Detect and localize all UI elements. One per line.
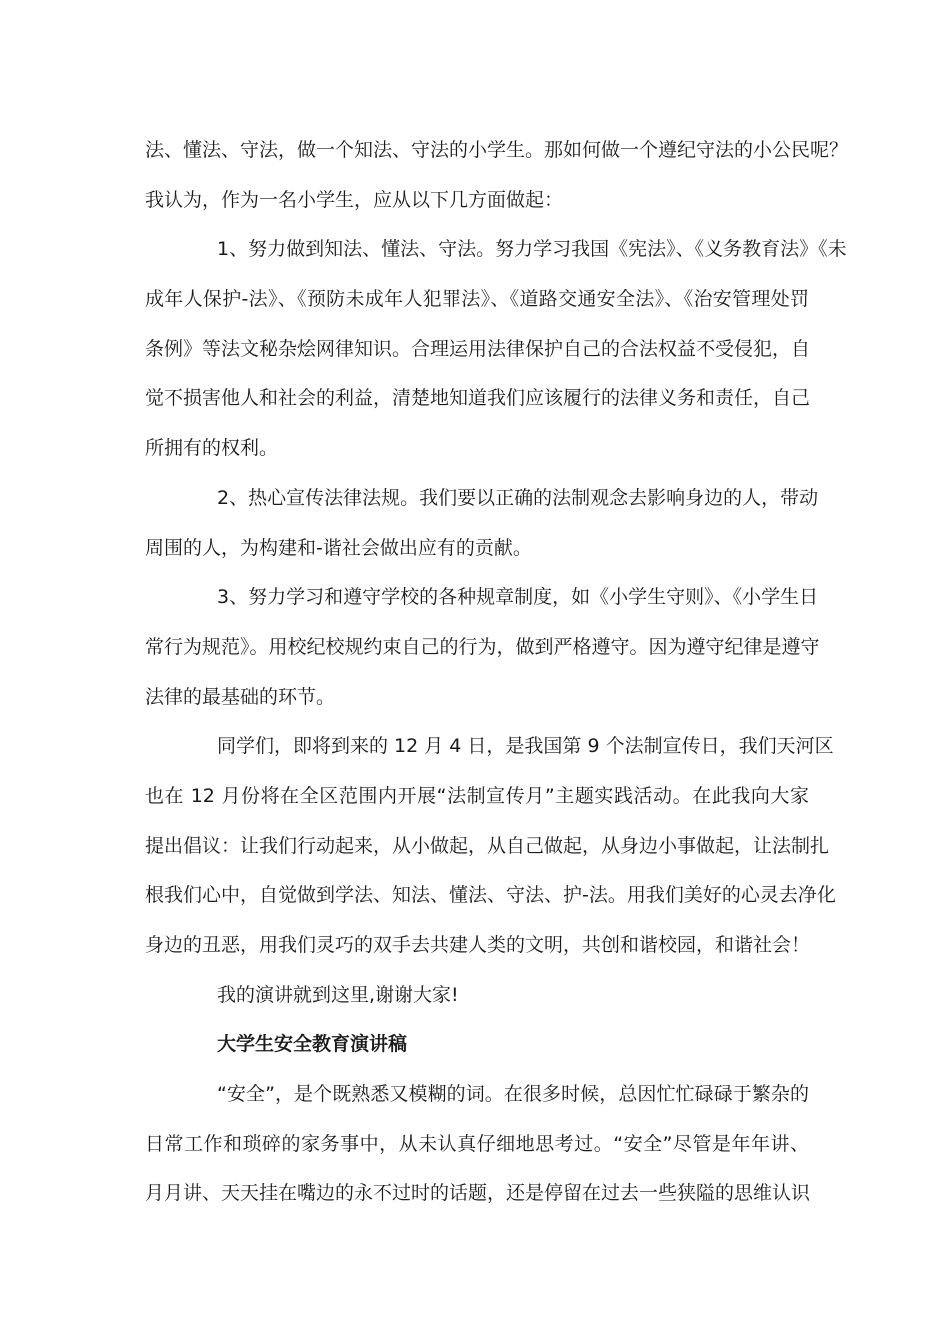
paragraph-line: 法、懂法、守法，做一个知法、守法的小学生。那如何做一个遵纪守法的小公民呢？ <box>145 139 849 161</box>
section-heading: 大学生安全教育演讲稿 <box>217 1033 408 1056</box>
paragraph-line: 同学们，即将到来的 12 月 4 日，是我国第 9 个法制宣传日，我们天河区 <box>217 735 834 758</box>
paragraph-line: 条例》等法文秘杂烩网律知识。合理运用法律保护自己的合法权益不受侵犯，自 <box>145 337 811 360</box>
paragraph-line: 2、热心宣传法律法规。我们要以正确的法制观念去影响身边的人，带动 <box>217 486 819 509</box>
paragraph-line: 所拥有的权利。 <box>145 437 279 460</box>
paragraph-line: 提出倡议：让我们行动起来，从小做起，从自己做起，从身边小事做起，让法制扎 <box>145 834 830 857</box>
paragraph-line: 周围的人，为构建和-谐社会做出应有的贡献。 <box>145 536 532 559</box>
paragraph-line: 成年人保护-法》、《预防未成年人犯罪法》、《道路交通安全法》、《治安管理处罚 <box>145 288 809 311</box>
paragraph-line: 我认为，作为一名小学生，应从以下几方面做起： <box>145 188 564 211</box>
paragraph-line: 日常工作和琐碎的家务事中，从未认真仔细地思考过。“安全”尽管是年年讲、 <box>145 1132 809 1155</box>
paragraph-line: 觉不损害他人和社会的利益，清楚地知道我们应该履行的法律义务和责任，自己 <box>145 387 811 410</box>
paragraph-line: 月月讲、天天挂在嘴边的永不过时的话题，还是停留在过去一些狭隘的思维认识 <box>145 1182 811 1205</box>
paragraph-line: 身边的丑恶，用我们灵巧的双手去共建人类的文明，共创和谐校园，和谐社会！ <box>145 934 811 956</box>
paragraph-line: 法律的最基础的环节。 <box>145 685 336 708</box>
paragraph-line: 1、努力做到知法、懂法、守法。努力学习我国《宪法》、《义务教育法》《未 <box>217 238 847 261</box>
paragraph-line: “安全”，是个既熟悉又模糊的词。在很多时候，总因忙忙碌碌于繁杂的 <box>217 1083 809 1106</box>
document-body <box>145 126 849 1219</box>
paragraph-line: 常行为规范》。用校纪校规约束自己的行为，做到严格遵守。因为遵守纪律是遵守 <box>145 635 820 658</box>
paragraph-line: 我的演讲就到这里,谢谢大家! <box>217 983 459 1006</box>
paragraph-line: 根我们心中，自觉做到学法、知法、懂法、守法、护-法。用我们美好的心灵去净化 <box>145 884 836 907</box>
paragraph-line: 3、努力学习和遵守学校的各种规章制度，如《小学生守则》、《小学生日 <box>217 586 819 609</box>
paragraph-line: 也在 12 月份将在全区范围内开展“法制宣传月”主题实践活动。在此我向大家 <box>145 784 809 807</box>
